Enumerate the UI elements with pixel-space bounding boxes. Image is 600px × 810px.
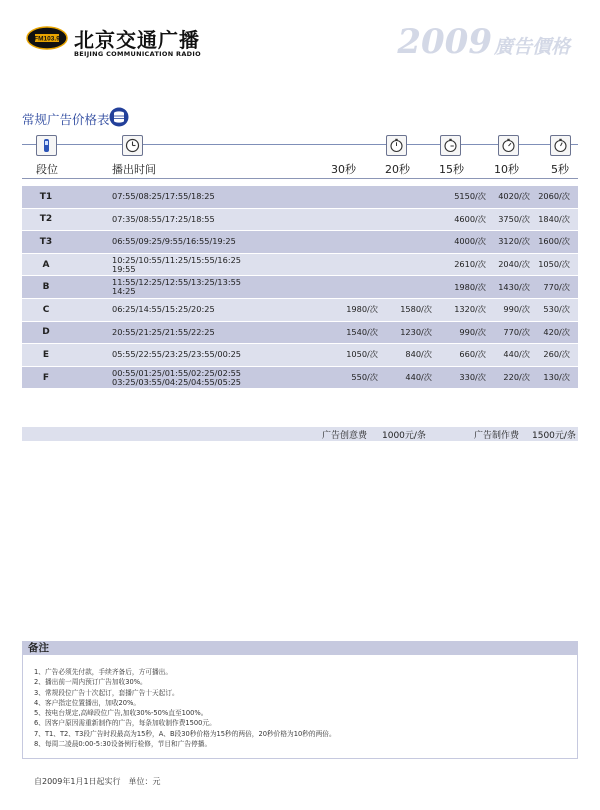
time-cell: 11:55/12:25/12:55/13:25/13:55 14:25 bbox=[112, 277, 242, 297]
note-item: 3、常规段位广告十次起订，套播广告十天起订。 bbox=[34, 688, 179, 697]
price-15s: 4000/次 bbox=[454, 236, 486, 247]
time-cell: 00:55/01:25/01:55/02:25/02:55 03:25/03:55/04:25/04:55/05:25 bbox=[112, 367, 242, 387]
price-15s: 5150/次 bbox=[454, 191, 486, 202]
table-row bbox=[22, 299, 578, 322]
price-5s: 1840/次 bbox=[538, 213, 570, 224]
segment-icon bbox=[36, 135, 57, 156]
segment-cell: B bbox=[42, 282, 50, 293]
header-30s: 30秒 bbox=[331, 163, 356, 176]
price-5s: 1600/次 bbox=[538, 236, 570, 247]
time-cell: 07:55/08:25/17:55/18:25 bbox=[112, 191, 215, 202]
price-5s: 420/次 bbox=[543, 326, 570, 337]
price-15s: 990/次 bbox=[459, 326, 486, 337]
banner-text: 廣告價格 bbox=[493, 36, 570, 58]
price-15s: 1980/次 bbox=[454, 281, 486, 292]
segment-cell: F bbox=[42, 372, 50, 383]
table-row bbox=[22, 231, 578, 254]
brand-name-cn: 北京交通广播 bbox=[74, 28, 200, 52]
note-item: 2、播出前一周内预订广告加收30%。 bbox=[34, 678, 147, 687]
price-30s: 550/次 bbox=[351, 372, 378, 383]
price-15s: 330/次 bbox=[459, 372, 486, 383]
price-10s: 4020/次 bbox=[498, 191, 530, 202]
price-20s: 1230/次 bbox=[400, 326, 432, 337]
time-cell: 05:55/22:55/23:25/23:55/00:25 bbox=[112, 349, 242, 360]
price-20s: 840/次 bbox=[405, 349, 432, 360]
price-15s: 4600/次 bbox=[454, 213, 486, 224]
price-15s: 2610/次 bbox=[454, 259, 486, 270]
price-30s: 1540/次 bbox=[346, 326, 378, 337]
note-item: 7、T1、T2、T3段广告时段最高为15秒，A、B段30秒价格为15秒的两倍，20秒价格为10秒的两倍。 bbox=[34, 729, 336, 738]
price-5s: 1050/次 bbox=[538, 259, 570, 270]
price-10s: 770/次 bbox=[503, 326, 530, 337]
price-10s: 220/次 bbox=[503, 372, 530, 383]
header-10s: 10秒 bbox=[494, 163, 519, 176]
table-row bbox=[22, 322, 578, 345]
price-10s: 3750/次 bbox=[498, 213, 530, 224]
brand-name-en: BEIJING COMMUNICATION RADIO bbox=[74, 50, 201, 58]
production-fee-value: 1500元/条 bbox=[532, 431, 576, 441]
banner-year: 2009 bbox=[397, 22, 492, 62]
table-row bbox=[22, 254, 578, 277]
price-10s: 990/次 bbox=[503, 304, 530, 315]
stopwatch-10-icon bbox=[498, 135, 519, 156]
time-cell: 06:55/09:25/9:55/16:55/19:25 bbox=[112, 236, 236, 247]
time-cell: 07:35/08:55/17:25/18:55 bbox=[112, 213, 215, 224]
production-fee-label: 广告制作费 bbox=[474, 431, 520, 441]
price-10s: 440/次 bbox=[503, 349, 530, 360]
table-row bbox=[22, 276, 578, 299]
header-divider bbox=[22, 178, 578, 179]
segment-cell: T2 bbox=[39, 214, 53, 225]
notes-list bbox=[34, 667, 336, 749]
clock-icon bbox=[122, 135, 143, 156]
creative-fee-value: 1000元/条 bbox=[382, 431, 426, 441]
segment-cell: E bbox=[42, 349, 50, 360]
price-5s: 530/次 bbox=[543, 304, 570, 315]
price-20s: 440/次 bbox=[405, 372, 432, 383]
note-item: 6、因客户原因需重新制作的广告，每条加收制作费1500元。 bbox=[34, 719, 216, 728]
price-5s: 770/次 bbox=[543, 281, 570, 292]
section-title: 常规广告价格表 bbox=[22, 112, 110, 127]
time-cell: 06:25/14:55/15:25/20:25 bbox=[112, 304, 215, 315]
header-15s: 15秒 bbox=[439, 163, 464, 176]
segment-cell: T1 bbox=[39, 191, 53, 202]
price-5s: 260/次 bbox=[543, 349, 570, 360]
note-item: 8、每周二凌晨0:00-5:30设备例行检修，节目和广告停播。 bbox=[34, 740, 212, 749]
coin-stack-icon bbox=[109, 107, 129, 127]
price-20s: 1580/次 bbox=[400, 304, 432, 315]
stopwatch-15-icon bbox=[440, 135, 461, 156]
price-5s: 2060/次 bbox=[538, 191, 570, 202]
header-5s: 5秒 bbox=[551, 163, 569, 176]
price-10s: 2040/次 bbox=[498, 259, 530, 270]
segment-cell: D bbox=[42, 327, 50, 338]
header-20s: 20秒 bbox=[385, 163, 410, 176]
price-30s: 1050/次 bbox=[346, 349, 378, 360]
segment-cell: A bbox=[42, 259, 50, 270]
time-cell: 20:55/21:25/21:55/22:25 bbox=[112, 326, 215, 337]
fees-bar bbox=[22, 427, 578, 441]
table-row bbox=[22, 344, 578, 367]
stopwatch-5-icon bbox=[550, 135, 571, 156]
fm-badge-text: FM103.9 bbox=[34, 35, 60, 43]
price-5s: 130/次 bbox=[543, 372, 570, 383]
table-row bbox=[22, 186, 578, 209]
price-table bbox=[22, 186, 578, 389]
price-30s: 1980/次 bbox=[346, 304, 378, 315]
price-15s: 1320/次 bbox=[454, 304, 486, 315]
segment-cell: T3 bbox=[39, 236, 53, 247]
price-10s: 3120/次 bbox=[498, 236, 530, 247]
table-row bbox=[22, 209, 578, 232]
header-segment: 段位 bbox=[36, 163, 58, 176]
notes-title: 备注 bbox=[22, 641, 578, 655]
creative-fee-label: 广告创意费 bbox=[322, 431, 368, 441]
rail-line bbox=[22, 144, 578, 145]
header-time: 播出时间 bbox=[112, 163, 156, 176]
note-item: 1、广告必须先付款，手续齐备后，方可播出。 bbox=[34, 668, 173, 676]
price-15s: 660/次 bbox=[459, 349, 486, 360]
fm-badge-icon bbox=[26, 26, 68, 50]
brand-logo bbox=[26, 24, 201, 60]
note-item: 5、按电台规定,高峰段位广告,加收30%-50%直至100%。 bbox=[34, 709, 208, 718]
segment-cell: C bbox=[42, 304, 50, 315]
price-10s: 1430/次 bbox=[498, 281, 530, 292]
footer-note: 自2009年1月1日起实行 单位：元 bbox=[34, 777, 161, 786]
time-cell: 10:25/10:55/11:25/15:55/16:25 19:55 bbox=[112, 254, 242, 274]
table-row bbox=[22, 367, 578, 390]
icon-rail bbox=[22, 133, 578, 157]
note-item: 4、客户指定位置播出，加收20%。 bbox=[34, 698, 141, 707]
stopwatch-30-icon bbox=[386, 135, 407, 156]
banner-title bbox=[397, 22, 570, 62]
